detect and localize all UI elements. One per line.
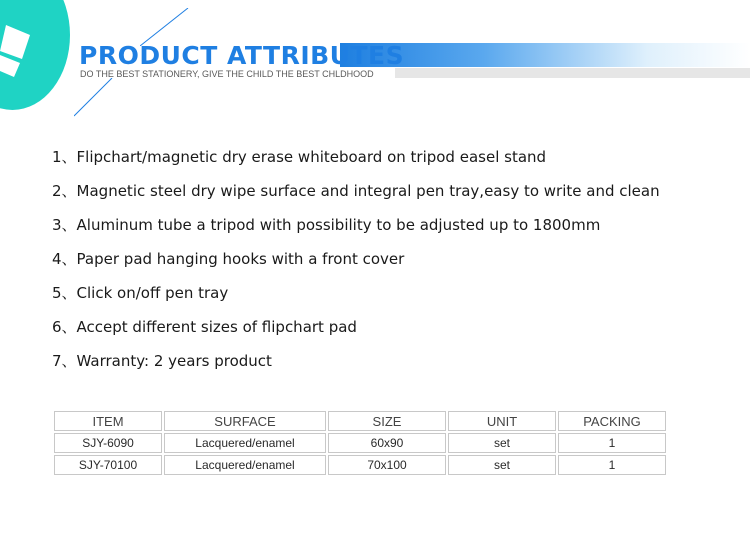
header-banner [0, 0, 750, 115]
feature-item: 2、Magnetic steel dry wipe surface and integral pen tray,easy to write and clean [52, 182, 660, 200]
cell-item: SJY-6090 [54, 433, 162, 453]
cell-item: SJY-70100 [54, 455, 162, 475]
pen-icon [0, 25, 40, 80]
feature-item: 1、Flipchart/magnetic dry erase whiteboard on tripod easel stand [52, 148, 547, 166]
feature-item: 7、Warranty: 2 years product [52, 352, 272, 370]
cell-surface: Lacquered/enamel [164, 433, 326, 453]
header-cell-unit: UNIT [448, 411, 556, 431]
cell-unit: set [448, 455, 556, 475]
feature-item: 6、Accept different sizes of flipchart pad [52, 318, 357, 336]
decor-line-bottom [74, 78, 114, 118]
cell-packing: 1 [558, 433, 666, 453]
cell-unit: set [448, 433, 556, 453]
cell-surface: Lacquered/enamel [164, 455, 326, 475]
page-title: PRODUCT ATTRIBUTES [79, 41, 405, 70]
header-cell-item: ITEM [54, 411, 162, 431]
cell-size: 60x90 [328, 433, 446, 453]
page-subtitle: DO THE BEST STATIONERY, GIVE THE CHILD THE BEST CHLDHOOD [80, 69, 374, 79]
cell-size: 70x100 [328, 455, 446, 475]
header-cell-size: SIZE [328, 411, 446, 431]
feature-item: 4、Paper pad hanging hooks with a front cover [52, 250, 405, 268]
subtitle-gray-bar [395, 68, 750, 78]
feature-list [52, 146, 660, 384]
table-row [54, 433, 666, 453]
feature-item: 3、Aluminum tube a tripod with possibility to be adjusted up to 1800mm [52, 216, 601, 234]
header-cell-surface: SURFACE [164, 411, 326, 431]
cell-packing: 1 [558, 455, 666, 475]
feature-item: 5、Click on/off pen tray [52, 284, 229, 302]
spec-table [52, 409, 668, 477]
table-row [54, 455, 666, 475]
header-cell-packing: PACKING [558, 411, 666, 431]
table-header-row [54, 411, 666, 431]
